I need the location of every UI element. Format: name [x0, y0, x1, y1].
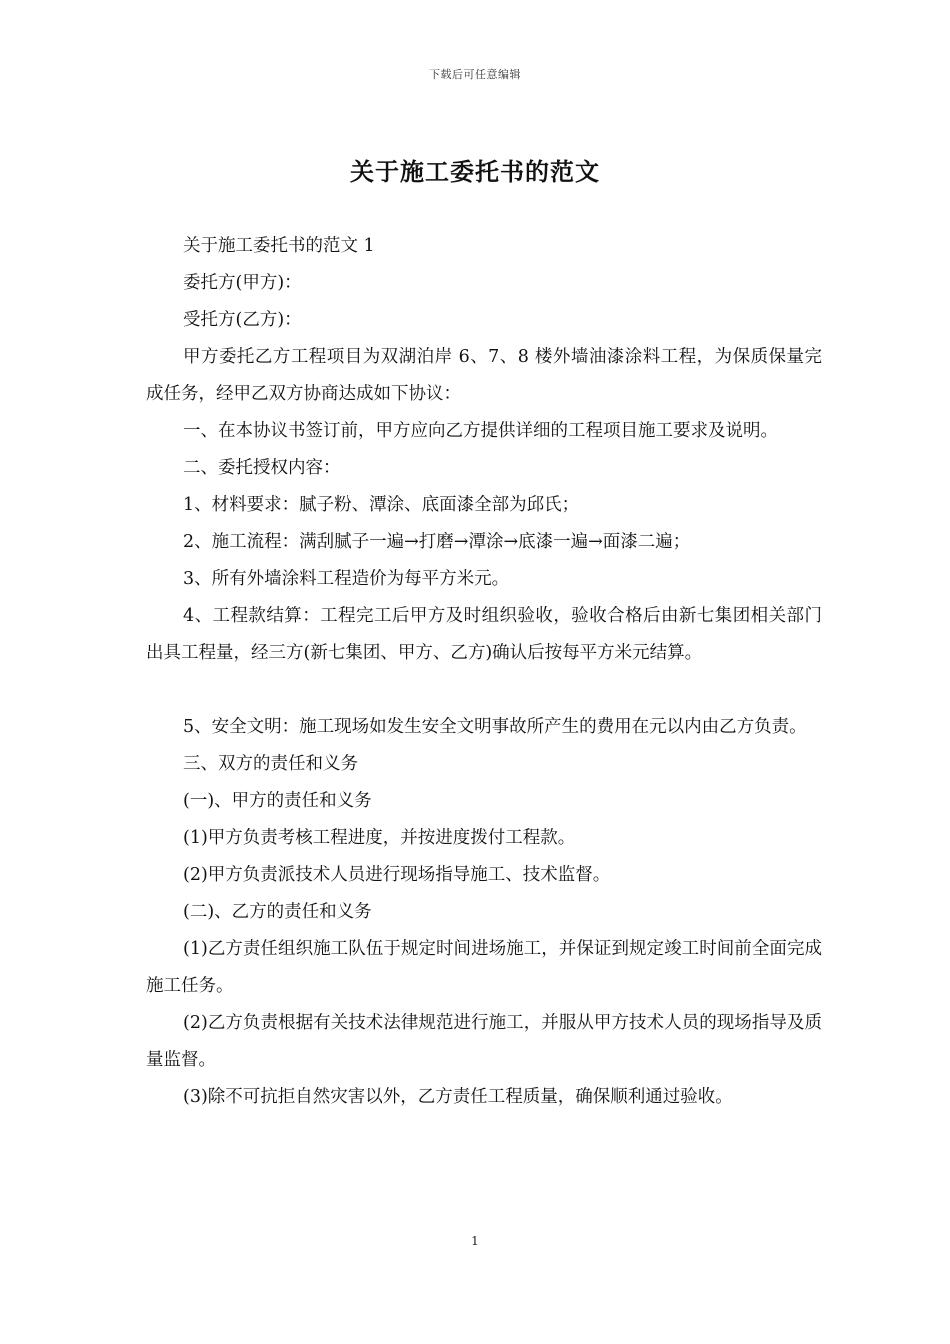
document-body	[146, 228, 822, 1116]
paragraph-contractor: 受托方(乙方)：	[183, 310, 302, 330]
paragraph-b-item-2: (2)乙方负责根据有关技术法律规范进行施工，并服从甲方技术人员的现场指导及质量监督。	[146, 1013, 822, 1070]
paragraph-a-item-1: (1)甲方负责考核工程进度，并按进度拨付工程款。	[183, 828, 576, 848]
blank-line	[146, 672, 822, 709]
paragraph-a-item-2: (2)甲方负责派技术人员进行现场指导施工、技术监督。	[183, 865, 611, 885]
paragraph-section-1: 一、在本协议书签订前，甲方应向乙方提供详细的工程项目施工要求及说明。	[183, 421, 778, 441]
paragraph-subsection-a: (一)、甲方的责任和义务	[183, 791, 372, 811]
document-title: 关于施工委托书的范文	[350, 157, 600, 186]
paragraph-b-item-1: (1)乙方责任组织施工队伍于规定时间进场施工，并保证到规定竣工时间前全面完成施工任务。	[146, 939, 822, 996]
paragraph-item-4: 4、工程款结算：工程完工后甲方及时组织验收，验收合格后由新七集团相关部门出具工程量，经三方(新七集团、甲方、乙方)确认后按每平方米元结算。	[146, 606, 822, 663]
paragraph-item-5: 5、安全文明：施工现场如发生安全文明事故所产生的费用在元以内由乙方负责。	[183, 717, 807, 737]
paragraph-section-2: 二、委托授权内容：	[183, 458, 341, 478]
paragraph-item-1: 1、材料要求：腻子粉、潭涂、底面漆全部为邱氏；	[183, 495, 580, 515]
page-number: 1	[471, 1234, 479, 1248]
paragraph-item-3: 3、所有外墙涂料工程造价为每平方米元。	[183, 569, 510, 589]
paragraph-section-3: 三、双方的责任和义务	[183, 754, 358, 774]
paragraph-item-2: 2、施工流程：满刮腻子一遍→打磨→潭涂→底漆一遍→面漆二遍；	[183, 532, 691, 552]
paragraph-client: 委托方(甲方)：	[183, 273, 302, 293]
page-header-note: 下载后可任意编辑	[429, 68, 521, 81]
paragraph-heading-1: 关于施工委托书的范文 1	[183, 236, 375, 256]
paragraph-intro: 甲方委托乙方工程项目为双湖泊岸 6、7、8 楼外墙油漆涂料工程，为保质保量完成任务，经甲乙双方协商达成如下协议：	[146, 347, 822, 404]
paragraph-subsection-b: (二)、乙方的责任和义务	[183, 902, 372, 922]
paragraph-b-item-3: (3)除不可抗拒自然灾害以外，乙方责任工程质量，确保顺利通过验收。	[183, 1087, 733, 1107]
